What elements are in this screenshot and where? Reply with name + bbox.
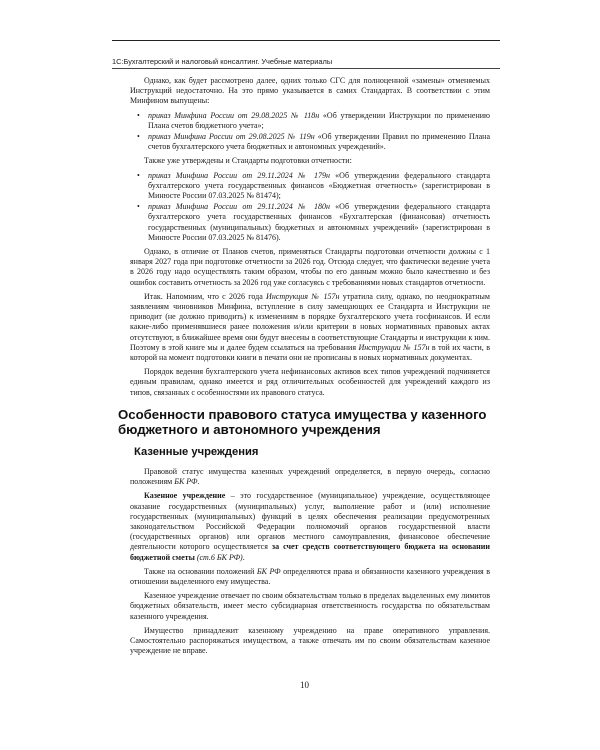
paragraph-rights: Также на основании положений БК РФ определяются права и обязанности казенного учреждения в отношении выделенного ему имущества. (130, 566, 490, 586)
paragraph-nfa-accounting: Порядок ведения бухгалтерского учета нефинансовых активов всех типов учреждений подчиняется единым правилам, однако имеется и ряд отличительных особенностей для учреждений каждого из типов, связанных с особенностями их правового статуса. (130, 367, 490, 397)
paragraph-instruction-157n: Итак. Напомним, что с 2026 года Инструкция № 157н утратила силу, однако, по неоднократным заявлениям чиновников Минфина, вступление в силу замещающих ее Стандарта и Инструкции не приводит (не должно приводить) к изменениям в порядке бухгалтерского учета госфинансов. И если какие-либо применявшиеся ранее положения и/или критерии в новых нормативных правовых актах отсутствуют, в ближайшее время они будут внесены в соответствующие Стандарты и инструкции к ним. Поэтому в этой книге мы и далее будем ссылаться на требования Инструкции № 157н в той их части, в которой на момент подготовки книги в печати они не прописаны в новых нормативных документах. (130, 291, 490, 363)
subsection-title: Казенные учреждения (134, 445, 259, 458)
code-reference: БК РФ (256, 566, 281, 576)
code-reference: БК РФ (174, 477, 198, 487)
orders-list-reporting (130, 171, 490, 243)
paragraph-intro: Однако, как будет рассмотрено далее, одних только СГС для полноценной «замены» отменяемых Инструкций недостаточно. На это прямо указывается в самих Стандартах. В соответствии с этим Минфином выпущены: (130, 76, 490, 106)
defined-term: Казенное учреждение (144, 491, 226, 501)
bullet-icon: • (137, 132, 140, 142)
paragraph-definition: Казенное учреждение – это государственное (муниципальное) учреждение, осуществляющее оказание государственных (муниципальных) услуг, выполнение работ и (или) исполнение государственных (муниципальных) функций в целях обеспечения реализации предусмотренных законодательством Российской Федерации полномочий органов государственной власти (государственных органов) или органов местного самоуправления, финансовое обеспечение деятельности которого осуществляется за счет средств соответствующего бюджета на основании бюджетной сметы (ст.6 БК РФ). (130, 491, 490, 562)
order-title: «Об утверждении Правил по применению Плана счетов бухгалтерского учета бюджетных и автономных учреждений». (148, 132, 490, 152)
paragraph-reporting-standards: Также уже утверждены и Стандарты подготовки отчетности: (144, 156, 352, 166)
paragraph-reporting-dates: Однако, в отличие от Планов счетов, применяться Стандарты подготовки отчетности должны с 1 января 2027 года при подготовке отчетности за 2026 год. Отсюда следует, что фактически ведение учета в 2026 году надо осуществлять таким образом, чтобы по его данным можно было качественно и без ошибок составить отчетность за 2026 год уже согласуясь с требованиями новых стандартов отчетности. (130, 247, 490, 287)
header-bottom-rule (112, 68, 500, 69)
bullet-icon: • (137, 170, 140, 180)
order-title: «Об утверждении федерального стандарта бухгалтерского учета государственных финансов «Бухгалтерская (финансовая) отчетность государственных (муниципальных) бюджетных и автономных учреждений» (зарегистрирован в Минюсте России 07.03.2025 № 81476). (148, 202, 490, 242)
instruction-reference: Инструкции № 157н (358, 342, 430, 352)
bullet-icon: • (137, 110, 140, 120)
order-reference: приказ Минфина России от 29.08.2025 № 119н (148, 132, 315, 142)
order-reference: приказ Минфина России от 29.08.2025 № 118н (148, 110, 320, 120)
code-reference: (ст.6 БК РФ) (194, 552, 243, 562)
bullet-icon: • (137, 202, 140, 212)
emphasis-funding: за счет средств соответствующего бюджета на основании бюджетной сметы (130, 542, 490, 562)
order-reference: приказ Минфина России от 29.11.2024 № 179н (148, 170, 330, 180)
order-title: «Об утверждении федерального стандарта бухгалтерского учета государственных финансов «Бюджетная отчетность» (зарегистрирован в Минюсте России 07.03.2025 № 81474); (148, 170, 490, 201)
list-item (137, 110, 490, 131)
order-reference: приказ Минфина России от 29.11.2024 № 180н (148, 202, 330, 212)
paragraph-operational-management: Имущество принадлежит казенному учреждению на праве оперативного управления. Самостоятельно распоряжаться имуществом, а также отвечать им по своим обязательствам казенное учреждение не вправе. (130, 625, 490, 656)
list-item (137, 202, 490, 243)
paragraph-legal-status: Правовой статус имущества казенных учреждений определяется, в первую очередь, согласно положениям БК РФ. (130, 466, 490, 487)
list-item (137, 132, 490, 152)
page-number: 10 (300, 680, 309, 690)
order-title: «Об утверждении Инструкции по применению Плана счетов бюджетного учета»; (148, 110, 490, 130)
section-title: Особенности правового статуса имущества у казенного бюджетного и автономного учреждения (118, 406, 487, 438)
list-item (137, 170, 490, 202)
paragraph-liability: Казенное учреждение отвечает по своим обязательствам только в пределах выделенных ему лимитов бюджетных обязательств, имеет место субсидиарная ответственность государства по обязательствам казенного учреждения. (130, 591, 490, 621)
page-body (118, 76, 490, 660)
instruction-reference: Инструкция № 157н (266, 291, 340, 301)
header-top-rule (112, 40, 500, 41)
running-header: 1С:Бухгалтерский и налоговый консалтинг. Учебные материалы (112, 57, 333, 66)
orders-list-chart-of-accounts (130, 111, 490, 153)
